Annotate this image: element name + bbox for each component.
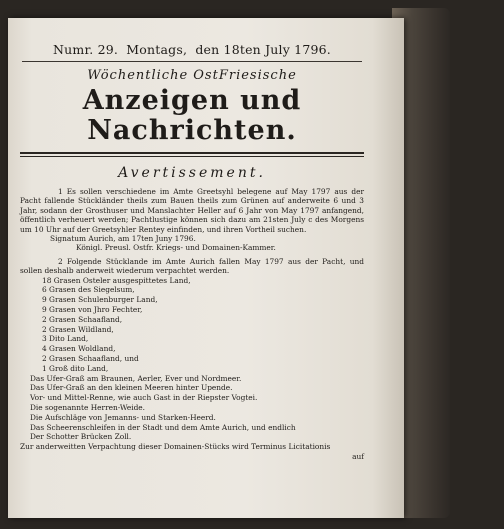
list-item: Das Scheerenschleifen in der Stadt und dem Amte Aurich, und endlich (30, 422, 296, 432)
header-rule (22, 61, 362, 62)
issue-date: den 18ten July 1796. (195, 42, 331, 57)
list-item: 2 Grasen Schaafland, und (42, 354, 139, 364)
list-item: Das Ufer-Graß am Braunen, Aerler, Ever und Nordmeer. (30, 373, 242, 383)
notice-1-authority: Königl. Preusl. Ostfr. Kriegs- und Domainen-Kammer. (76, 243, 276, 253)
notice-2-closing: Zur anderweitten Verpachtung dieser Domainen-Stücks wird Terminus Licitationis (20, 442, 331, 452)
issue-day: Montags, (126, 42, 188, 57)
newspaper-page (8, 18, 404, 518)
notice-1-signed: Signatum Aurich, am 17ten Juny 1796. (50, 234, 196, 244)
masthead-line1: Wöchentliche OstFriesische (87, 68, 297, 83)
section-title: Avertissement. (118, 165, 266, 181)
masthead-rule-thin (20, 156, 364, 157)
list-item: Vor- und Mittel-Renne, wie auch Gast in der Riepster Vogtei. (30, 393, 258, 403)
masthead-rule (20, 152, 364, 154)
list-item: Der Schotter Brücken Zoll. (30, 432, 132, 442)
list-item: 1 Groß dito Land, (42, 363, 109, 373)
list-item: 6 Grasen des Siegelsum, (42, 285, 135, 295)
list-item: Das Ufer-Graß an den kleinen Meeren hinter Upende. (30, 383, 233, 393)
list-item: 9 Grasen von Jhro Fechter, (42, 305, 143, 315)
list-item: 18 Grasen Osteler ausgespittetes Land, (42, 275, 191, 285)
land-list (20, 276, 364, 374)
issue-header (20, 42, 364, 57)
lease-rows (20, 374, 364, 443)
notice-1-text: 1 Es sollen verschiedene im Amte Greetsyhl belegene auf May 1797 aus der Pacht fallende Stückländer theils zum Bauen theils zum Grünen auf anderweite 6 und 3 Jahr, sodann der Grosthuser und Manslachter Heller auf 6 Jahr von May 1797 anfangend, öffentlich verheuert werden; Pachtlustige können sich dazu am 21sten July c des Morgens um 10 Uhr auf der Greetsyhler Rentey einfinden, und ihren Vortheil suchen. (20, 187, 364, 234)
list-item: 2 Grasen Schaafland, (42, 314, 123, 324)
list-item: 2 Grasen Wildland, (42, 324, 114, 334)
notice-2-text: 2 Folgende Stücklande im Amte Aurich fallen May 1797 aus der Pacht, und sollen deshalb anderweit wiederum verpachtet werden. (20, 256, 364, 276)
list-item: 4 Grasen Woldland, (42, 344, 116, 354)
issue-number: Numr. 29. (53, 42, 119, 57)
page-content (20, 42, 364, 461)
notice-2-closing-end: auf (352, 451, 364, 461)
masthead-line2: Anzeigen und Nachrichten. (82, 85, 302, 146)
list-item: 9 Grasen Schulenburger Land, (42, 295, 158, 305)
list-item: 3 Dito Land, (42, 334, 89, 344)
list-item: Die Aufschläge von Jemanns- und Starken-Heerd. (30, 412, 216, 422)
list-item: Die sogenannte Herren-Weide. (30, 403, 146, 413)
